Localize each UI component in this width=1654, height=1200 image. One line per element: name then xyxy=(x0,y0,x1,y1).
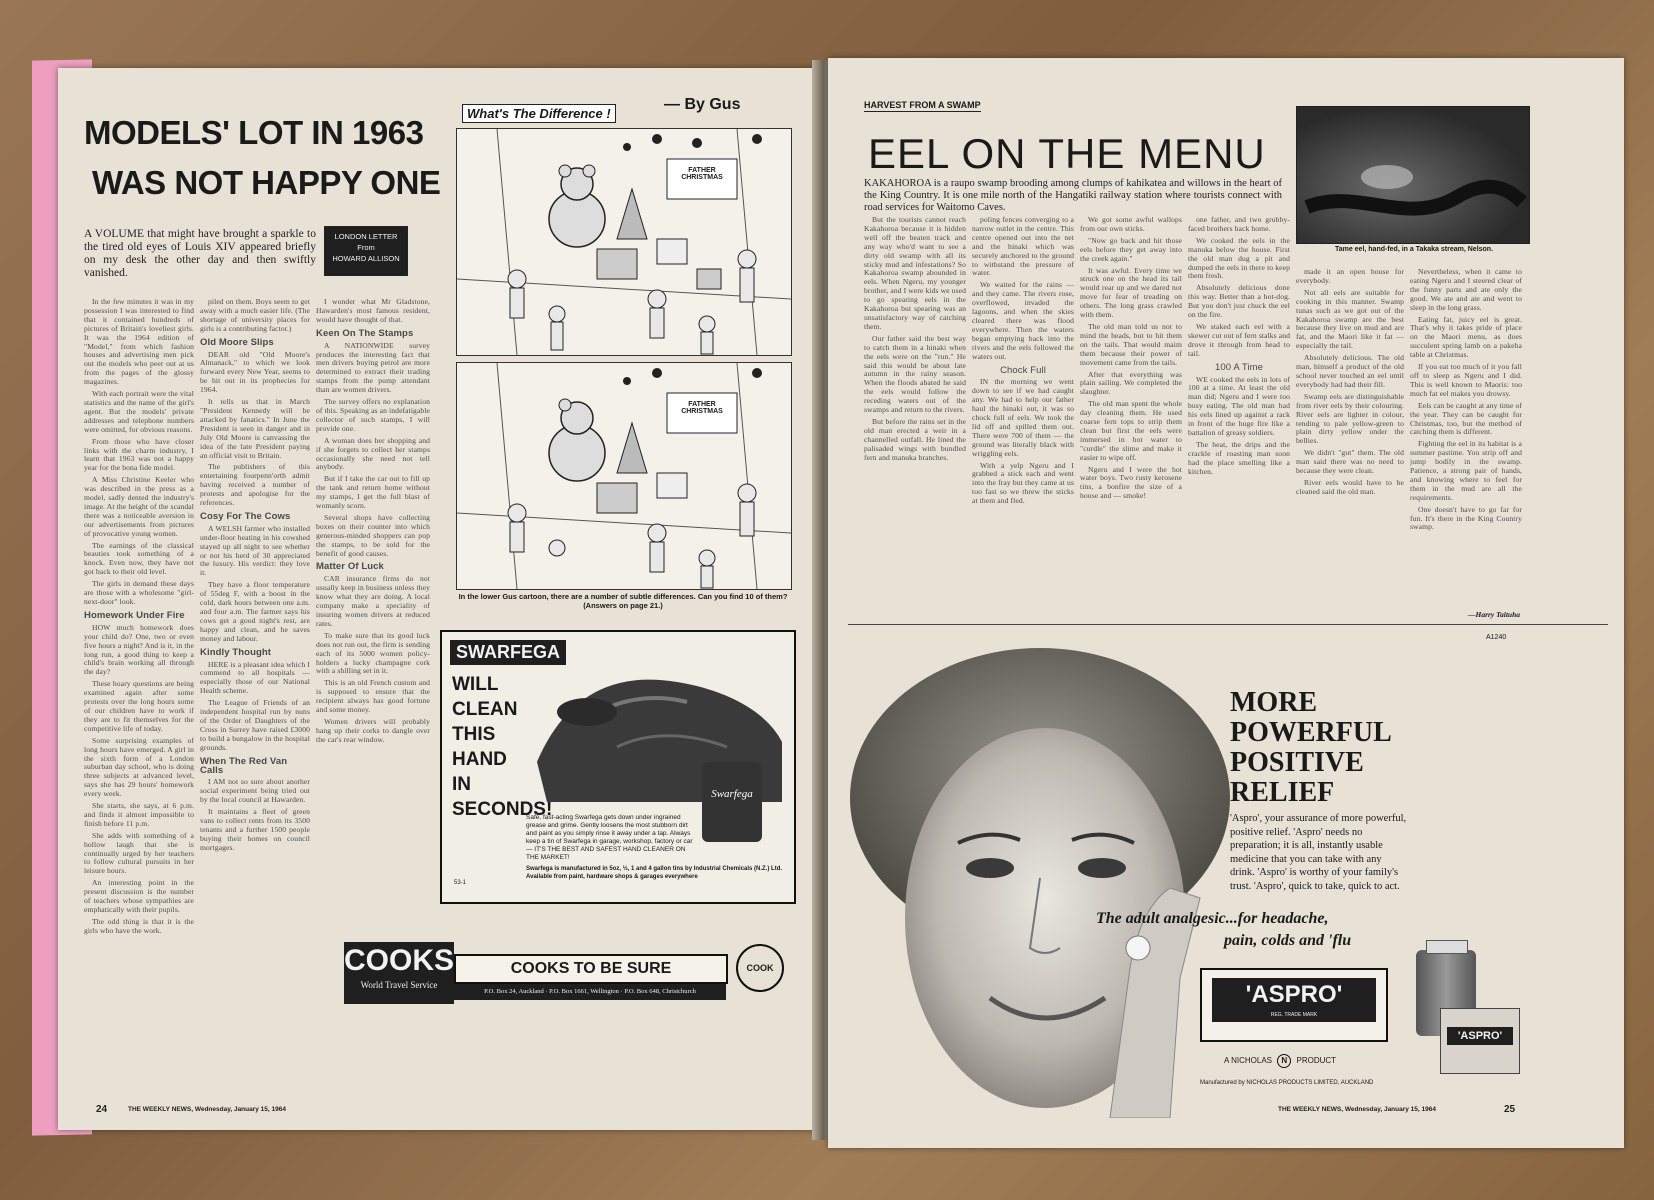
swarfega-slogan xyxy=(452,672,553,822)
swarfega-footer: Swarfega is manufactured in 5oz, ½, 1 and 4 gallon tins by Industrial Chemicals (N.Z.) Ltd. Available from paint, hardware shops & garages everywhere xyxy=(526,866,783,880)
folio-text-right: THE WEEKLY NEWS, Wednesday, January 15, 1964 xyxy=(1278,1106,1436,1113)
byline-line1: LONDON LETTER xyxy=(334,232,398,241)
eel-column-4: one father, and two grubby-faced brothers back home. We cooked the eels in the manuka below the house. First the old man dug a pit and dumped the eels in there to keep them fresh. Absolutely delicious done this way. Better than a hot-dog. But you don't just chuck the eel on the fire. We staked each eel with a skewer cut out of fern stalks and drove it through from head to tail. 100 A Time WE cooked the eels in lots of 100 at a time. At least the old man did; Ngeru and I were too busy eating. The old man had his eels lined up against a rack in front of the huge fire like a battalion of greasy soldiers. The heat, the drips and the crackle of roasting man soon had the place smelling like a kitchen. xyxy=(1188,216,1290,476)
eel-column-1: But the tourists cannot reach Kakahoroa because it is hidden well off the beaten track and any way who'd want to see a dirty old swamp with all its sticky mud and infestations? So Kakahoroa swamp abounded in eels. When Ngeru, my younger brother, and I were kids we used to go spearing eels in the Kakahoroa but spearing was an unsatisfactory way of catching them. Our father said the best way to catch them in a hinaki when the eels were on the "run." He said this would be about late autumn in the rainy season. When the floods abated he said the eels would follow the receding waters out of the swamps and return to the rivers. But before the rains set in the old man erected a weir in a channelled outfall. He lined the palisaded wings with bundled fern and manuka branches. xyxy=(864,216,966,462)
aspro-pack-label: 'ASPRO' xyxy=(1447,1027,1513,1045)
cooks-brand-block xyxy=(344,942,454,1004)
cartoon-panel-top xyxy=(456,128,792,356)
page-headline: EEL ON THE MENU xyxy=(868,130,1266,177)
article-column-2: piled on them. Boys seem to get away with a much easier life. (The shortage of university places for girls is a contributing factor.) Old Moore Slips DEAR old "Old Moore's Almanack," to which we look forward every New Year, seems to be hit out in its prophecies for 1964. It tells us that in March "President Kennedy will be attacked by fanatics." In June the President is seen in danger and in July Old Moore is canvassing the idea of the late President paying an official visit to Britain. The publishers of this entertaining fourpenn'orth admit having received a number of protests and apologise for the references. Cosy For The Cows A WELSH farmer who installed under-floor heating in his cowshed stayed up all night to see whether or not his herd of 30 appreciated the luxury. His verdict: they love it. They have a floor temperature of 55deg F, with a boost in the cold, dark hours between one a.m. and four a.m. The farmer says his cows get a good night's rest, are happy and clean, and he saves money and labour. Kindly Thought HERE is a pleasant idea which I commend to all hospitals — especially those of our National Health scheme. The League of Friends of an independent hospital run by nuns of the Order of Daughters of the Cross in Surrey have raised £3000 to build a bungalow in the hospital grounds. When The Red Van Calls I AM not so sure about another social experiment being tried out by the local council at Hawarden. It maintains a fleet of green vans to collect rents from its 3500 tenants and a further 1500 people buying their homes on council mortgages. xyxy=(200,298,310,852)
folio-number-right: 25 xyxy=(1504,1104,1516,1115)
cooks-offices: P.O. Box 24, Auckland · P.O. Box 1661, Wellington · P.O. Box 648, Christchurch xyxy=(454,984,726,1000)
woman-portrait xyxy=(840,648,1240,1118)
ad-code: A1240 xyxy=(1486,634,1507,641)
aspro-headline-line: RELIEF xyxy=(1230,777,1335,808)
aspro-brand: 'ASPRO' xyxy=(1245,981,1343,1008)
aspro-brand-box xyxy=(1200,968,1388,1042)
lede-text: A VOLUME that might have brought a sparkle to the tired old eyes of Louis XIV appeared briefly on my desk the other day and then swiftly vanished. xyxy=(84,228,316,279)
cartoon-credit: — By Gus xyxy=(664,96,741,113)
article-kicker: HARVEST FROM A SWAMP xyxy=(864,100,981,110)
cooks-advertisement xyxy=(344,940,796,1010)
subhead-old-moore: Old Moore Slips xyxy=(200,336,274,348)
nicholas-label: A NICHOLAS xyxy=(1224,1056,1273,1065)
eel-lede-text: KAKAHOROA is a raupo swamp brooding among clumps of kahikatea and willows in the heart of the King Country. It is one mile north of the Hangatiki railway station where tourists connect with road services for Waitomo Caves. xyxy=(864,178,1282,213)
eel-column-3: We got some awful wallops from our own sticks. "Now go back and hit those eels before they get away into the creek again." It was awful. Every time we struck one on the head its tail would rear up and we dared not move for fear of treading on others. The long grass crawled with them. The old man told us not to mind the heads, but to hit them on the tails. That would maim them because their power of movement came from the tails. After that everything was plain sailing. We completed the slaughter. The old man spent the whole day cleaning them. He used coarse fern tops to strip them clean but first the eels were immersed in hot water to "curdle" the slime and make it easier to wipe off. Ngeru and I were the hot water boys. Two rusty kerosene tins, a bonfire the size of a house and — smoke! xyxy=(1080,216,1182,501)
nicholas-product-line xyxy=(1224,1054,1336,1068)
byline-line3: HOWARD ALLISON xyxy=(332,254,400,263)
subhead-chock-full: Chock Full xyxy=(1000,364,1046,376)
eel-photo xyxy=(1296,106,1530,244)
swarfega-slogan-word: SECONDS! xyxy=(452,799,553,820)
article-column-1: In the few minutes it was in my possession I was interested to find that it contained hundreds of pictures of Britain's loveliest girls. It was the 1964 edition of "Model," from which fashion houses and advertising men pick out the models who peer out at us from the pages of the glossy magazines. With each portrait were the vital statistics and the name of the girl's agent. But the models' private addresses and telephone numbers were omitted, for obvious reasons. From those who have closer links with the charm industry, I learn that 1963 was not a happy year for the bona fide model. A Miss Christine Keeler who was described in the press as a model, sadly dented the industry's image. At the height of the scandal there was a noticeable aversion in our advertisements from pictures of provocative young women. The earnings of the classical beauties took something of a knock. Even now, they have not got back to their old level. The girls in demand these days are those with a wholesome "girl-next-door" look. Homework Under Fire HOW much homework does your child do? One, two or even five hours a night? And is it, in the long run, a good thing to keep a child's brain working all through the day? These hoary questions are being examined again after some protests over the long hours some of our children have to work if they are to fit themselves for the competitive life of today. Some surprising examples of long hours have emerged. A girl in the sixth form of a London suburban day school, who is doing three subjects at advanced level, says she has 29 hours' homework every week. She starts, she says, at 6 p.m. and finds it almost impossible to finish before 11 p.m. She adds with something of a hollow laugh that she is continually urged by her teachers to follow cultural pursuits in her leisure hours. An interesting point in the present discussion is the number of teachers whose sympathies are emphatically with their pupils. The odd thing is that it is the girls who have the work. xyxy=(84,298,194,935)
cartoon-title: What's The Difference ! xyxy=(462,104,616,123)
swarfega-brand: SWARFEGA xyxy=(450,640,566,665)
cartoon-panel-bottom xyxy=(456,362,792,590)
eel-lede xyxy=(864,178,1282,214)
left-page xyxy=(58,68,818,1130)
page-headline-line1: MODELS' LOT IN 1963 xyxy=(84,114,424,151)
eel-column-5: made it an open house for everybody. Not all eels are suitable for cooking in this manner. Swamp tunas such as we got out of the Kakahoroa swamp are the best because they live on mud and are fat, and the Maori like it fat — especially the tail. Absolutely delicious. The old man, himself a product of the old school never touched an eel until everybody had had their fill. Swamp eels are distinguishable from river eels by their colouring. River eels are lighter in colour, tending to pale yellow-green to plain dirty yellow under the bellies. We didn't "gut" them. The old man said there was no need to because they were clean. River eels would have to be cleaned said the old man. xyxy=(1296,268,1404,496)
aspro-headline-line: MORE xyxy=(1230,687,1318,718)
folio-text-left: THE WEEKLY NEWS, Wednesday, January 15, 1964 xyxy=(128,1106,286,1113)
aspro-advertisement xyxy=(840,648,1612,1118)
subhead-kindly-thought: Kindly Thought xyxy=(200,646,272,658)
swarfega-code: 53-1 xyxy=(454,880,467,886)
aspro-headline-line: POSITIVE xyxy=(1230,747,1364,778)
aspro-headline-line: POWERFUL xyxy=(1230,717,1392,748)
cooks-slogan-bar xyxy=(454,954,728,984)
aspro-brand-panel xyxy=(1212,978,1376,1022)
page-headline-line2: WAS NOT HAPPY ONE xyxy=(92,164,441,201)
cooks-slogan: COOKS TO BE SURE xyxy=(510,960,672,977)
article-column-3: I wonder what Mr Gladstone, Hawarden's most famous resident, would have thought of that. Keen On The Stamps A NATIONWIDE survey produces the interesting fact that men drivers buying petrol are more determined to extract their trading stamps from the pump attendant than are women drivers. The survey offers no explanation of this. Speaking as an indefatigable collector of such stamps, I will provide one. A woman does her shopping and if she forgets to collect her stamps occasionally she need not tell anybody. But if I take the car out to fill up the tank and return home without my stamps, I get the full blast of womanly scorn. Several shops have collecting boxes on their counter into which generous-minded shoppers can pop the stamps, to be sold for the benefit of good causes. Matter Of Luck CAR insurance firms do not usually keep in business unless they know what they are doing. A local company make a speciality of insuring women drivers at reduced rates. To make sure that its good luck does not run out, the firm is sending each of its 5000 women policy-holders a lucky champagne cork with a shilling set in it. This is an old French custom and is supposed to ensure that the recipient always has good fortune and some money. Women drivers will probably hang up their corks to dangle over the car's rear window. xyxy=(316,298,430,744)
swarfega-slogan-word: THIS xyxy=(452,724,496,745)
product-label: PRODUCT xyxy=(1296,1056,1337,1065)
aspro-headline xyxy=(1230,688,1392,808)
byline-line2: From xyxy=(357,243,375,252)
eel-column-2: poling fences converging to a narrow outlet in the centre. This centre opened out into the net and the hinaki which was securely anchored to the ground to withstand the pressure of water. We waited for the rains — and they came. The rivers rose, overflowed, invaded the lagoons, and when the skies cleared there was flood everywhere. Then the waters began emptying back into the rivers and the eels followed the waters out. Chock Full IN the morning we went down to see if we had caught any. We had to help our father haul the hinaki out, it was so chock full of eels. We took the lid off and spilled them out. There were 700 of them — the ground was literally black with wriggling eels. With a yelp Ngeru and I grabbed a stick each and went into the fray but they came at us too fast so we threw the sticks at them and fled. xyxy=(972,216,1074,506)
section-divider xyxy=(848,624,1608,625)
swarfega-body: Safe, fast-acting Swarfega gets down under ingrained grease and grime. Gently loosens the most stubborn dirt and paint as you simply rinse it away under a tap. Always keep a tin of Swarfega in garage, workshop, factory or car — IT'S THE BEST AND SAFEST HAND CLEANER ON THE MARKET! xyxy=(526,814,693,861)
article-author: —Harry Taituha xyxy=(1468,610,1521,619)
aspro-bottle-cap xyxy=(1426,940,1468,954)
swarfega-slogan-word: IN xyxy=(452,774,471,795)
subhead-cosy-cows: Cosy For The Cows xyxy=(200,510,291,522)
cartoon-sign-top: FATHER CHRISTMAS xyxy=(681,167,723,181)
subhead-keen-stamps: Keen On The Stamps xyxy=(316,327,414,339)
folio-number-left: 24 xyxy=(96,1104,108,1115)
aspro-tagline-line2: pain, colds and 'flu xyxy=(1224,932,1352,949)
subhead-matter-of-luck: Matter Of Luck xyxy=(316,561,384,573)
cooks-service: World Travel Service xyxy=(360,980,438,990)
swarfega-slogan-word: WILL xyxy=(452,674,499,695)
subhead-100-a-time: 100 A Time xyxy=(1214,361,1263,373)
swarfega-advertisement xyxy=(440,630,796,904)
cooks-seal-text: COOK xyxy=(746,963,774,973)
swarfega-tin-label: Swarfega xyxy=(711,788,753,800)
lede-paragraph xyxy=(84,228,316,280)
right-page xyxy=(828,58,1624,1148)
nicholas-n-icon: N xyxy=(1277,1054,1291,1068)
eel-column-6: Nevertheless, when it came to eating Ngeru and I steered clear of the funny parts and ate only the good. We ate and ate and went to sleep in the long grass. Eating fat, juicy eel is great. That's why it takes pride of place on the Maori menu, as does succulent spring lamb on a pakeha table at Christmas. If you eat too much of it you fall off to sleep as Ngeru and I did. This is well known to Maoris: too much fat eel makes you drowsy. Eels can be caught at any time of the year. They can be caught for Christmas, too, but the method of catching them is different. Fighting the eel in its habitat is a summer pastime. You strip off and jump bodily in the swamp. Patience, a strong pair of hands, and knowing where to feel for them in the mud are all the requirements. One doesn't have to go far for fun. It's there in the King Country swamp. xyxy=(1410,268,1522,532)
cartoon-caption: In the lower Gus cartoon, there are a number of subtle differences. Can you find 10 of them? (Answers on page 21.) xyxy=(458,592,788,610)
aspro-tagline-line1: The adult analgesic...for headache, xyxy=(1096,910,1329,927)
photo-caption: Tame eel, hand-fed, in a Takaka stream, Nelson. xyxy=(1334,246,1494,253)
aspro-body: 'Aspro', your assurance of more powerful, positive relief. 'Aspro' needs no preparation; it is all, instantly usable medicine that you can take with any drink. 'Aspro' is worthy of your family's trust. 'Aspro', quick to take, quick to act. xyxy=(1230,813,1407,892)
cooks-seal-icon xyxy=(736,944,784,992)
subhead-homework: Homework Under Fire xyxy=(84,609,185,621)
aspro-pack xyxy=(1440,1008,1520,1074)
cooks-brand: COOKS xyxy=(344,944,455,977)
aspro-manufacturer: Manufactured by NICHOLAS PRODUCTS LIMITED, AUCKLAND xyxy=(1200,1080,1374,1086)
cartoon-sign-bottom: FATHER CHRISTMAS xyxy=(681,401,723,415)
byline-box xyxy=(324,226,408,276)
swarfega-tin xyxy=(702,762,762,842)
subhead-red-van: When The Red Van Calls xyxy=(200,755,288,776)
swarfega-slogan-word: CLEAN xyxy=(452,699,518,720)
aspro-reg-mark: REG. TRADE MARK xyxy=(1270,1012,1318,1018)
swarfega-slogan-word: HAND xyxy=(452,749,507,770)
cartoon-feature xyxy=(442,84,798,664)
